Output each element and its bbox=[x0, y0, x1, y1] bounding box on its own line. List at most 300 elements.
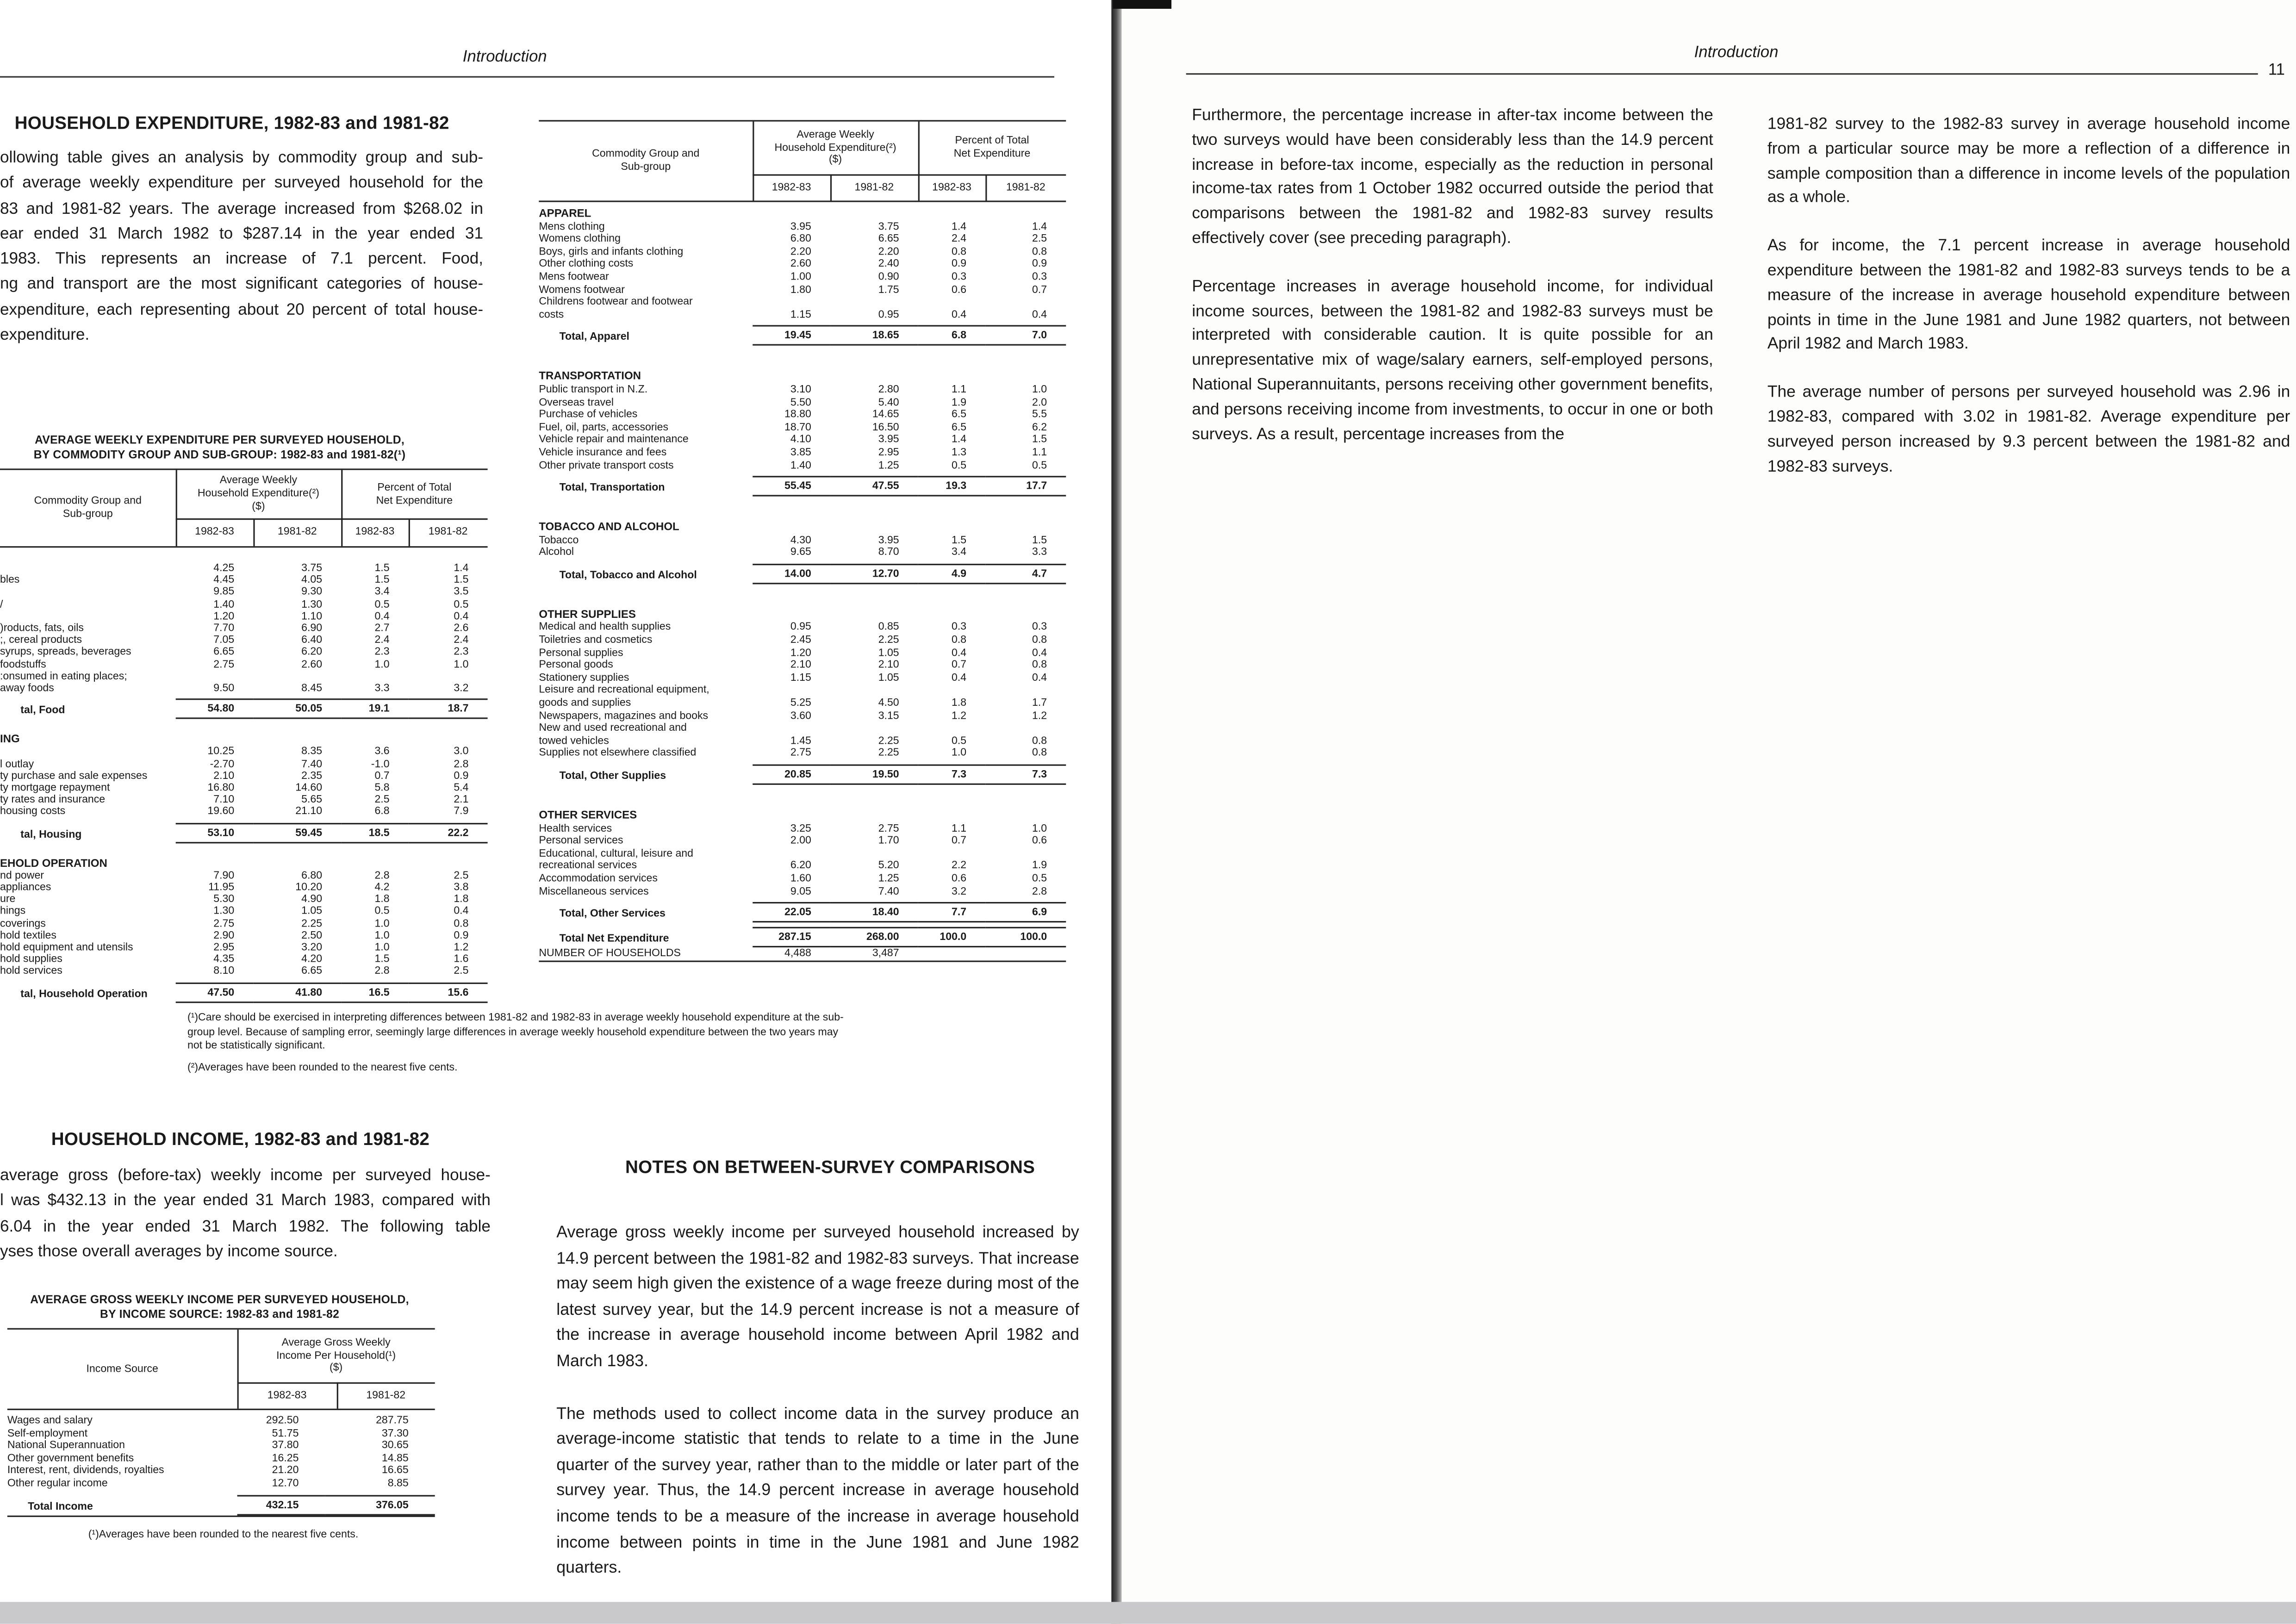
cell-value: 4.35 bbox=[213, 952, 235, 965]
row-label: Miscellaneous services bbox=[539, 885, 649, 897]
row-label: TRANSPORTATION bbox=[539, 371, 641, 383]
cell-value: 1.05 bbox=[878, 670, 899, 684]
cell-value: 1.5 bbox=[952, 532, 967, 546]
row-label: Public transport in N.Z. bbox=[539, 383, 648, 396]
table-row bbox=[7, 1477, 435, 1490]
header-rule bbox=[1186, 73, 2258, 75]
cell-value: 0.3 bbox=[1032, 620, 1047, 634]
table-row bbox=[0, 758, 488, 770]
cell-value: 20.85 bbox=[753, 765, 830, 785]
row-label: Newspapers, magazines and books bbox=[539, 709, 709, 722]
cell-value: 14.65 bbox=[872, 407, 899, 421]
table-row bbox=[0, 671, 488, 695]
cell-value: 100.0 bbox=[985, 927, 1066, 947]
paragraph: As for income, the 7.1 percent increase in average household expenditure between the 1981-82 and 1982-83 surveys tends to be a measure of the increase in average household expenditure between points in time in the June 1981 and June 1982 quarters, not between April 1982 and March 1983. bbox=[1767, 237, 2290, 354]
divider bbox=[753, 174, 1066, 176]
divider bbox=[830, 174, 832, 201]
cell-value: 2.45 bbox=[790, 633, 811, 646]
total-row bbox=[539, 476, 1066, 497]
table-body bbox=[7, 1410, 435, 1517]
cell-value: 3.0 bbox=[454, 744, 469, 758]
cell-value: 18.7 bbox=[409, 699, 488, 719]
table-row bbox=[539, 296, 1066, 321]
paragraph: Furthermore, the percentage increase in after-tax income between the two surveys would have been considerably less than the 14.9 percent increase in before-tax income, especially as the reduction in personal income-tax rates from 1 October 1982 occurred outside the period that comparisons between the 1981-82 and 1982-83 survey results effectively cover (see preceding paragraph). bbox=[1192, 106, 1713, 248]
row-label: Childrens footwear and footwear costs bbox=[539, 296, 693, 321]
cell-value: 0.6 bbox=[952, 282, 967, 295]
expenditure-paragraph bbox=[0, 146, 483, 349]
row-label: Personal services bbox=[539, 835, 623, 847]
table-row bbox=[539, 233, 1066, 246]
column-header-percent: Percent of Total Net Expenditure bbox=[953, 133, 1031, 160]
cell-value: 37.80 bbox=[272, 1438, 299, 1452]
cell-value: 6.80 bbox=[790, 231, 811, 245]
cell-value: 2.50 bbox=[301, 928, 323, 941]
cell-value: 1.8 bbox=[454, 892, 469, 906]
cell-value: 3.8 bbox=[454, 880, 469, 894]
total-row bbox=[0, 699, 488, 719]
cell-value: 16.80 bbox=[207, 780, 235, 794]
cell-value: 18.65 bbox=[830, 325, 918, 346]
cell-value: 2.4 bbox=[454, 633, 469, 646]
cell-value: 2.8 bbox=[1032, 884, 1047, 897]
cell-value: 6.90 bbox=[301, 621, 323, 635]
cell-value: 1.9 bbox=[1032, 859, 1047, 872]
total-row bbox=[539, 564, 1066, 584]
cell-value: 2.95 bbox=[213, 940, 235, 953]
row-label: tal, Housing bbox=[20, 827, 82, 840]
cell-value: 1.0 bbox=[374, 940, 390, 953]
cell-value: 2.6 bbox=[454, 621, 469, 635]
row-label: ty mortgage repayment bbox=[0, 782, 110, 794]
total-row bbox=[539, 902, 1066, 922]
row-label: Personal goods bbox=[539, 659, 613, 671]
cell-value: 1.45 bbox=[790, 733, 811, 747]
cell-value: 0.5 bbox=[952, 733, 967, 747]
cell-value: 5.30 bbox=[213, 892, 235, 906]
row-label: Wages and salary bbox=[7, 1414, 93, 1426]
cell-value: 8.45 bbox=[301, 681, 323, 694]
column-header-income: Average Gross Weekly Income Per Household(¹) ($) bbox=[276, 1335, 396, 1374]
text-line: 1983. This represents an increase of 7.1 percent. Food, bbox=[0, 250, 484, 268]
cell-value: 19.3 bbox=[918, 476, 986, 497]
row-label: Vehicle repair and maintenance bbox=[539, 434, 689, 446]
cell-value: 55.45 bbox=[753, 476, 830, 497]
cell-value: 287.15 bbox=[753, 927, 830, 947]
cell-value: 2.25 bbox=[301, 916, 323, 930]
year-header: 1981-82 bbox=[1006, 179, 1045, 193]
cell-value: 0.6 bbox=[1032, 833, 1047, 847]
cell-value: 18.40 bbox=[830, 902, 918, 922]
cell-value: 0.5 bbox=[374, 904, 390, 918]
cell-value: 1.10 bbox=[301, 609, 323, 622]
row-label: Other regular income bbox=[7, 1477, 108, 1489]
row-label: Toiletries and cosmetics bbox=[539, 634, 653, 646]
cell-value: 1.0 bbox=[1032, 382, 1047, 396]
cell-value: 9.30 bbox=[301, 585, 323, 598]
cell-value: 18.70 bbox=[784, 420, 811, 433]
text-line: l was $432.13 in the year ended 31 March 1983, compared with bbox=[0, 1192, 491, 1210]
row-label: Medical and health supplies bbox=[539, 621, 671, 634]
year-header: 1981-82 bbox=[854, 179, 894, 193]
total-row bbox=[539, 765, 1066, 785]
cell-value: 1.5 bbox=[374, 560, 390, 574]
cell-value: 0.3 bbox=[952, 269, 967, 283]
cell-value: 7.40 bbox=[301, 756, 323, 770]
table-row bbox=[539, 634, 1066, 647]
row-label: Boys, girls and infants clothing bbox=[539, 245, 684, 258]
row-label: ;, cereal products bbox=[0, 634, 82, 646]
group-heading-row bbox=[539, 522, 1066, 534]
cell-value: 0.4 bbox=[952, 670, 967, 684]
cell-value: 0.4 bbox=[1032, 670, 1047, 684]
page-number: 11 bbox=[2268, 61, 2285, 79]
row-label: Total, Other Services bbox=[559, 906, 666, 920]
cell-value: 3.5 bbox=[454, 585, 469, 598]
cell-value: 2.0 bbox=[1032, 394, 1047, 408]
cell-value: 7.7 bbox=[918, 902, 986, 922]
cell-value: 1.20 bbox=[213, 609, 235, 622]
expenditure-table-continued bbox=[539, 120, 1066, 961]
cell-value: 0.9 bbox=[1032, 256, 1047, 270]
cell-value: 2.5 bbox=[454, 868, 469, 882]
text-line: expenditure. bbox=[0, 326, 90, 344]
cell-value: 6.65 bbox=[878, 231, 899, 245]
cell-value: 2.10 bbox=[878, 658, 899, 671]
cell-value: 0.4 bbox=[1032, 645, 1047, 659]
table-row bbox=[0, 930, 488, 942]
cell-value: 2.5 bbox=[1032, 231, 1047, 245]
table-row bbox=[7, 1452, 435, 1465]
row-label: Self-employment bbox=[7, 1427, 88, 1439]
cell-value: 1.75 bbox=[878, 282, 899, 295]
cell-value: 22.05 bbox=[753, 902, 830, 922]
cell-value: 0.7 bbox=[952, 833, 967, 847]
cell-value: 8.10 bbox=[213, 964, 235, 977]
row-label: l outlay bbox=[0, 758, 34, 770]
row-label: housing costs bbox=[0, 806, 66, 818]
row-label: tal, Household Operation bbox=[20, 986, 148, 1000]
row-label: nd power bbox=[0, 869, 44, 882]
cell-value: 47.50 bbox=[176, 982, 254, 1002]
cell-value: 7.70 bbox=[213, 621, 235, 635]
table-header bbox=[7, 1328, 435, 1410]
cell-value: 18.5 bbox=[341, 822, 409, 843]
cell-value: 6.8 bbox=[374, 804, 390, 818]
row-label: Alcohol bbox=[539, 547, 574, 559]
cell-value: 2.1 bbox=[454, 792, 469, 806]
footnote-2: (²)Averages have been rounded to the nearest five cents. bbox=[187, 1060, 458, 1074]
footnote-1: (¹)Care should be exercised in interpreting differences between 1981-82 and 1982-83 in average weekly household expenditure at the sub-group level. Because of sampling error, seemingly large differences in average weekly household expenditure between the two years may not be statistically significant. bbox=[187, 1010, 844, 1052]
table-row bbox=[0, 806, 488, 818]
group-heading-row bbox=[0, 734, 488, 746]
cell-value: 6.5 bbox=[952, 407, 967, 421]
cell-value: 8.35 bbox=[301, 744, 323, 758]
cell-value: 1.60 bbox=[790, 871, 811, 884]
cell-value: 2.7 bbox=[374, 621, 390, 635]
cell-value: 4,488 bbox=[784, 946, 811, 959]
row-label: hold services bbox=[0, 965, 62, 977]
table-row bbox=[7, 1414, 435, 1427]
running-head-right: Introduction bbox=[1694, 44, 1779, 62]
cell-value: 2.8 bbox=[374, 964, 390, 977]
cell-value: 6.9 bbox=[985, 902, 1066, 922]
cell-value: 1.6 bbox=[454, 952, 469, 965]
cell-value: 10.25 bbox=[207, 744, 235, 758]
row-label: Total Net Expenditure bbox=[559, 931, 669, 945]
cell-value: 3.15 bbox=[878, 708, 899, 722]
cell-value: 12.70 bbox=[830, 564, 918, 584]
cell-value: 0.6 bbox=[952, 871, 967, 884]
row-label: Mens footwear bbox=[539, 271, 609, 283]
running-head-left: Introduction bbox=[462, 48, 547, 66]
cell-value: 2.75 bbox=[790, 746, 811, 759]
table-row bbox=[539, 722, 1066, 747]
row-label: hold textiles bbox=[0, 929, 56, 941]
row-spacer bbox=[0, 843, 488, 858]
cell-value: 7.9 bbox=[454, 804, 469, 818]
cell-value: 3.75 bbox=[878, 219, 899, 232]
row-spacer bbox=[539, 346, 1066, 371]
cell-value: 1.0 bbox=[952, 746, 967, 759]
text-line: yses those overall averages by income source. bbox=[0, 1243, 338, 1261]
cell-value: 0.4 bbox=[952, 307, 967, 321]
cell-value: 3.4 bbox=[374, 585, 390, 598]
cell-value: 0.7 bbox=[952, 658, 967, 671]
row-label: Womens clothing bbox=[539, 233, 621, 245]
expenditure-table-title bbox=[0, 434, 439, 463]
row-spacer bbox=[0, 719, 488, 734]
cell-value: 3.75 bbox=[301, 560, 323, 574]
table-title-line: BY INCOME SOURCE: 1982-83 and 1981-82 bbox=[100, 1307, 340, 1321]
divider bbox=[176, 470, 177, 547]
table-row bbox=[0, 870, 488, 882]
year-header: 1982-83 bbox=[355, 524, 395, 538]
cell-value: 2.2 bbox=[952, 859, 967, 872]
table-row bbox=[539, 384, 1066, 396]
row-label: Accommodation services bbox=[539, 872, 658, 884]
text-line: average gross (before-tax) weekly income per surveyed house- bbox=[0, 1167, 491, 1185]
total-row bbox=[539, 948, 1066, 962]
cell-value: 53.10 bbox=[176, 822, 254, 843]
row-label: Vehicle insurance and fees bbox=[539, 446, 667, 459]
right-column-2 bbox=[1767, 113, 2290, 503]
cell-value: 9.05 bbox=[790, 884, 811, 897]
cell-value: 16.65 bbox=[381, 1463, 409, 1477]
text-line: ollowing table gives an analysis by commodity group and sub- bbox=[0, 149, 484, 167]
cell-value: 37.30 bbox=[381, 1425, 409, 1439]
row-label: bles bbox=[0, 574, 20, 586]
expenditure-table bbox=[0, 468, 488, 1002]
cell-value: 2.4 bbox=[952, 231, 967, 245]
row-spacer bbox=[539, 785, 1066, 810]
row-label: Supplies not elsewhere classified bbox=[539, 747, 697, 759]
cell-value: 6.40 bbox=[301, 633, 323, 646]
cell-value: 1.3 bbox=[952, 445, 967, 459]
cell-value: 1.2 bbox=[1032, 708, 1047, 722]
cell-value: 14.00 bbox=[753, 564, 830, 584]
cell-value: 0.8 bbox=[1032, 633, 1047, 646]
cell-value: 100.0 bbox=[918, 927, 986, 947]
total-row bbox=[7, 1494, 435, 1515]
cell-value: 1.1 bbox=[952, 382, 967, 396]
table-row bbox=[539, 283, 1066, 296]
group-heading-row bbox=[539, 208, 1066, 220]
table-row bbox=[539, 672, 1066, 684]
table-row bbox=[0, 794, 488, 806]
cell-value: 0.9 bbox=[454, 928, 469, 941]
cell-value: 7.05 bbox=[213, 633, 235, 646]
cell-value: 1.5 bbox=[454, 572, 469, 586]
cell-value: 4.25 bbox=[213, 560, 235, 574]
row-label: Other government benefits bbox=[7, 1452, 134, 1464]
year-header: 1982-83 bbox=[772, 179, 811, 193]
cell-value: 2.75 bbox=[878, 821, 899, 834]
cell-value: 0.8 bbox=[952, 244, 967, 258]
cell-value: 6.65 bbox=[301, 964, 323, 977]
table-body bbox=[0, 548, 488, 1002]
cell-value: 1.5 bbox=[1032, 432, 1047, 446]
cell-value: 51.75 bbox=[272, 1425, 299, 1439]
income-table bbox=[7, 1328, 435, 1517]
table-row bbox=[0, 586, 488, 598]
cell-value: 5.50 bbox=[790, 394, 811, 408]
row-label: New and used recreational and towed vehicles bbox=[539, 722, 687, 747]
cell-value: 376.05 bbox=[325, 1494, 435, 1515]
cell-value: 3.25 bbox=[790, 821, 811, 834]
row-label: NUMBER OF HOUSEHOLDS bbox=[539, 947, 681, 959]
table-row bbox=[0, 882, 488, 894]
cell-value: 19.1 bbox=[341, 699, 409, 719]
paragraph: The average number of persons per surveyed household was 2.96 in 1982-83, compared with 3.02 in 1981-82. Average expenditure per surveyed person increased by 9.3 percent between the 1981-82 and 1982-83 surveys. bbox=[1767, 384, 2290, 475]
cell-value: 8.85 bbox=[387, 1476, 409, 1489]
cell-value: 19.50 bbox=[830, 765, 918, 785]
cell-value: 2.00 bbox=[790, 833, 811, 847]
cell-value: 41.80 bbox=[253, 982, 341, 1002]
text-line: of average weekly expenditure per surveyed household for the bbox=[0, 174, 484, 193]
cell-value: 1.4 bbox=[1032, 219, 1047, 232]
cell-value: 2.90 bbox=[213, 928, 235, 941]
row-label: ING bbox=[0, 734, 20, 746]
cell-value: 4.9 bbox=[918, 564, 986, 584]
row-label: APPAREL bbox=[539, 208, 591, 220]
cell-value: 9.85 bbox=[213, 585, 235, 598]
row-label: :onsumed in eating places; away foods bbox=[0, 670, 127, 694]
row-label: Total Income bbox=[28, 1499, 93, 1512]
cell-value: 2.95 bbox=[878, 445, 899, 459]
text-line: ng and transport are the most significant categories of house- bbox=[0, 276, 484, 294]
table-body bbox=[539, 202, 1066, 962]
table-header bbox=[539, 120, 1066, 202]
table-row bbox=[7, 1465, 435, 1477]
table-row bbox=[539, 847, 1066, 872]
cell-value: 15.6 bbox=[409, 982, 488, 1002]
cell-value: 1.15 bbox=[790, 670, 811, 684]
cell-value: 3.10 bbox=[790, 382, 811, 396]
cell-value: 22.2 bbox=[409, 822, 488, 843]
cell-value: 3.2 bbox=[454, 681, 469, 694]
cell-value: 2.5 bbox=[454, 964, 469, 977]
table-row bbox=[0, 782, 488, 794]
cell-value: 2.40 bbox=[878, 256, 899, 270]
row-label: Stationery supplies bbox=[539, 672, 629, 684]
divider bbox=[237, 1382, 435, 1384]
cell-value: 1.05 bbox=[301, 904, 323, 918]
group-heading-row bbox=[539, 810, 1066, 822]
row-spacer bbox=[539, 584, 1066, 609]
row-label: ure bbox=[0, 893, 16, 906]
income-heading: HOUSEHOLD INCOME, 1982-83 and 1981-82 bbox=[51, 1129, 430, 1150]
cell-value: 6.20 bbox=[301, 645, 323, 658]
total-row bbox=[0, 982, 488, 1002]
cell-value: 1.25 bbox=[878, 457, 899, 471]
divider bbox=[176, 518, 488, 520]
table-row bbox=[539, 747, 1066, 760]
cell-value: 6.80 bbox=[301, 868, 323, 882]
cell-value: 1.1 bbox=[952, 821, 967, 834]
table-row bbox=[539, 271, 1066, 283]
row-label: Total, Transportation bbox=[559, 480, 665, 494]
table-row bbox=[0, 574, 488, 586]
cell-value: 7.10 bbox=[213, 792, 235, 806]
cell-value: 4.10 bbox=[790, 432, 811, 446]
table-row bbox=[539, 684, 1066, 709]
cell-value: 1.5 bbox=[374, 952, 390, 965]
table-row bbox=[0, 770, 488, 782]
group-heading-row bbox=[539, 371, 1066, 384]
row-label: EHOLD OPERATION bbox=[0, 857, 107, 870]
cell-value: 0.7 bbox=[374, 768, 390, 782]
cell-value: 1.40 bbox=[213, 597, 235, 610]
cell-value: 1.20 bbox=[790, 645, 811, 659]
notes-paragraph: The methods used to collect income data in the survey produce an average-income statistic that tends to relate to a time in the June quarter of the survey year, rather than to the middle or later part of the survey year. Thus, the 14.9 percent increase in average household income tends to be a measure of the increase in average household income between points in time in the June 1981 and June 1982 quarters. bbox=[556, 1405, 1079, 1577]
cell-value: 4.45 bbox=[213, 572, 235, 586]
year-header: 1982-83 bbox=[195, 524, 234, 538]
cell-value: 5.40 bbox=[878, 394, 899, 408]
cell-value: 1.0 bbox=[374, 657, 390, 670]
cell-value: 1.8 bbox=[952, 695, 967, 709]
table-row bbox=[0, 966, 488, 978]
row-spacer bbox=[539, 497, 1066, 522]
divider bbox=[341, 470, 342, 547]
cell-value: 0.4 bbox=[374, 609, 390, 622]
cell-value: 1.4 bbox=[952, 432, 967, 446]
cell-value: 1.0 bbox=[374, 916, 390, 930]
cell-value: 4.20 bbox=[301, 952, 323, 965]
cell-value: 1.9 bbox=[952, 394, 967, 408]
cell-value: 0.5 bbox=[374, 597, 390, 610]
text-line: 83 and 1981-82 years. The average increased from $268.02 in bbox=[0, 200, 484, 218]
row-label: TOBACCO AND ALCOHOL bbox=[539, 521, 679, 533]
cell-value: 1.30 bbox=[213, 904, 235, 918]
cell-value: 0.8 bbox=[454, 916, 469, 930]
row-label: syrups, spreads, beverages bbox=[0, 646, 131, 658]
cell-value: 2.75 bbox=[213, 657, 235, 670]
cell-value: 4.50 bbox=[878, 695, 899, 709]
table-row bbox=[0, 635, 488, 647]
cell-value: 1.1 bbox=[1032, 445, 1047, 459]
cell-value: 3.95 bbox=[790, 219, 811, 232]
total-row bbox=[539, 325, 1066, 346]
cell-value: 1.80 bbox=[790, 282, 811, 295]
row-label: Leisure and recreational equipment, goods and supplies bbox=[539, 684, 709, 709]
row-label: Tobacco bbox=[539, 534, 579, 546]
row-label: Mens clothing bbox=[539, 220, 605, 232]
cell-value: 7.3 bbox=[985, 765, 1066, 785]
row-label: foodstuffs bbox=[0, 658, 46, 670]
divider bbox=[918, 122, 920, 201]
cell-value: 1.8 bbox=[374, 892, 390, 906]
table-row bbox=[0, 918, 488, 930]
